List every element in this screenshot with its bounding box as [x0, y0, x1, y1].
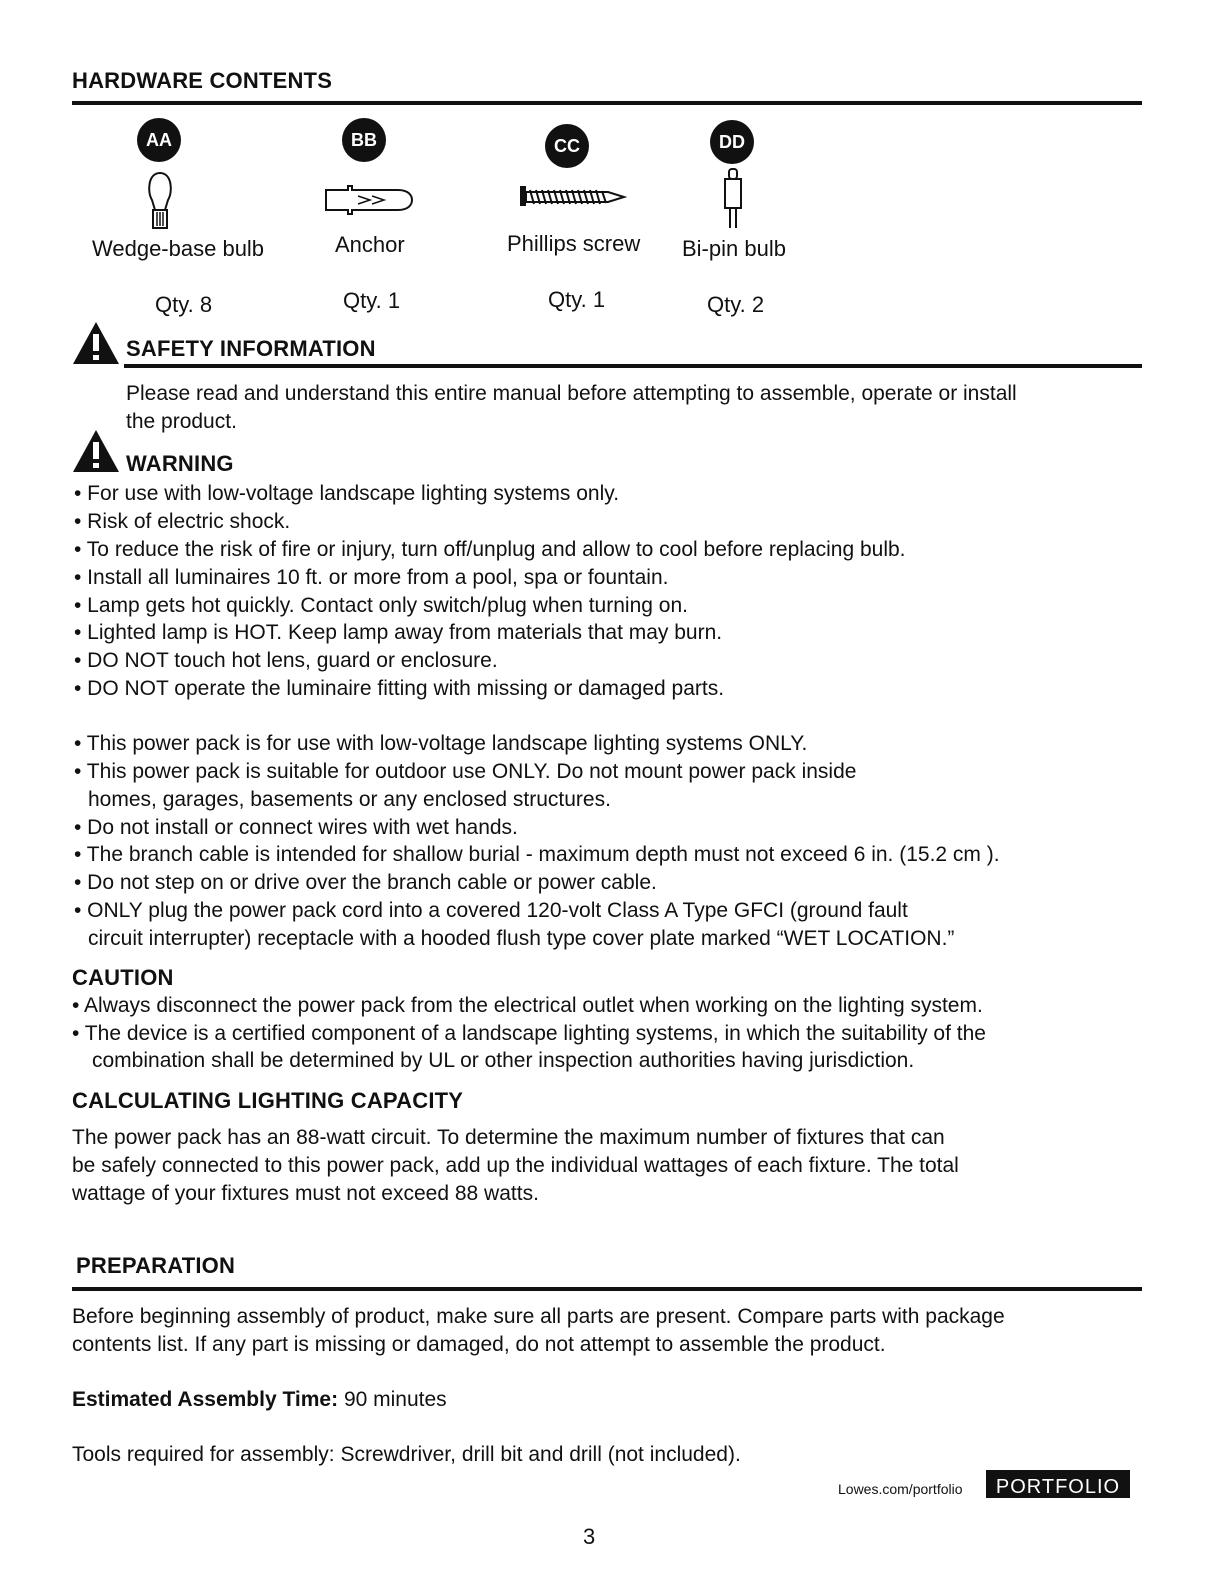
caution-bullet: • Always disconnect the power pack from the electrical outlet when working on the lighting system.: [72, 994, 983, 1017]
power-pack-bullet: • This power pack is suitable for outdoor use ONLY. Do not mount power pack inside: [74, 760, 857, 783]
preparation-line-1: Before beginning assembly of product, make sure all parts are present. Compare parts with package: [72, 1305, 1005, 1328]
capacity-heading: CALCULATING LIGHTING CAPACITY: [72, 1088, 464, 1113]
tools-required: Tools required for assembly: Screwdriver, drill bit and drill (not included).: [72, 1443, 741, 1466]
capacity-line-1: The power pack has an 88-watt circuit. To determine the maximum number of fixtures that can: [72, 1126, 945, 1149]
page-number: 3: [583, 1524, 596, 1549]
warning-bullet: • To reduce the risk of fire or injury, turn off/unplug and allow to cool before replacing bulb.: [74, 538, 906, 561]
hardware-rule: [72, 101, 1142, 105]
item-qty-aa: Qty. 8: [155, 292, 213, 317]
assembly-time: [72, 1386, 447, 1414]
badge-bb: BB: [342, 118, 386, 162]
badge-aa: AA: [137, 118, 181, 162]
item-qty-cc: Qty. 1: [548, 287, 606, 312]
screw-icon: [518, 184, 628, 210]
power-pack-bullet: • The branch cable is intended for shallow burial - maximum depth must not exceed 6 in. (15.2 cm ).: [74, 843, 1000, 866]
item-name-dd: Bi-pin bulb: [682, 236, 786, 261]
safety-alert-icon: [71, 320, 121, 366]
capacity-line-2: be safely connected to this power pack, add up the individual wattages of each fixture. The total: [72, 1154, 959, 1177]
item-qty-bb: Qty. 1: [343, 288, 401, 313]
power-pack-bullet-cont: homes, garages, basements or any enclosed structures.: [88, 788, 611, 811]
caution-heading: CAUTION: [72, 965, 174, 990]
safety-intro-line-1: Please read and understand this entire manual before attempting to assemble, operate or install: [126, 382, 1017, 405]
preparation-rule: [72, 1287, 1142, 1291]
hardware-heading: HARDWARE CONTENTS: [72, 68, 333, 93]
anchor-icon: [322, 184, 414, 216]
item-name-bb: Anchor: [335, 232, 405, 257]
badge-cc: CC: [545, 124, 589, 168]
power-pack-bullet: • This power pack is for use with low-voltage landscape lighting systems ONLY.: [74, 732, 808, 755]
assembly-time-value: 90 minutes: [338, 1388, 447, 1411]
safety-rule: [124, 364, 1142, 368]
portfolio-logo: PORTFOLIO: [986, 1470, 1130, 1498]
footer-url: Lowes.com/portfolio: [838, 1481, 963, 1497]
wedge-base-bulb-icon: [145, 170, 175, 232]
warning-bullet: • Lamp gets hot quickly. Contact only switch/plug when turning on.: [74, 594, 688, 617]
safety-intro-line-2: the product.: [126, 410, 237, 433]
capacity-line-3: wattage of your fixtures must not exceed 88 watts.: [72, 1182, 539, 1205]
safety-heading: SAFETY INFORMATION: [126, 336, 376, 361]
item-qty-dd: Qty. 2: [707, 292, 765, 317]
warning-bullet: • Lighted lamp is HOT. Keep lamp away from materials that may burn.: [74, 621, 723, 644]
warning-alert-icon: [71, 428, 121, 474]
warning-bullet: • Install all luminaires 10 ft. or more from a pool, spa or fountain.: [74, 566, 669, 589]
warning-bullet: • DO NOT operate the luminaire fitting with missing or damaged parts.: [74, 677, 725, 700]
power-pack-bullet: • ONLY plug the power pack cord into a covered 120-volt Class A Type GFCI (ground fault: [74, 899, 908, 922]
warning-bullet: • For use with low-voltage landscape lighting systems only.: [74, 482, 620, 505]
caution-bullet-cont: combination shall be determined by UL or other inspection authorities having jurisdiction.: [92, 1049, 915, 1072]
power-pack-bullet-cont: circuit interrupter) receptacle with a hooded flush type cover plate marked “WET LOCATION.”: [88, 927, 955, 950]
power-pack-bullet: • Do not step on or drive over the branch cable or power cable.: [74, 871, 657, 894]
warning-heading: WARNING: [126, 451, 234, 476]
preparation-heading: PREPARATION: [76, 1253, 236, 1278]
caution-bullet: • The device is a certified component of a landscape lighting systems, in which the suitability of the: [72, 1022, 986, 1045]
warning-bullet: • DO NOT touch hot lens, guard or enclosure.: [74, 649, 498, 672]
item-name-cc: Phillips screw: [507, 231, 641, 256]
power-pack-bullet: • Do not install or connect wires with wet hands.: [74, 816, 518, 839]
bi-pin-bulb-icon: [720, 166, 746, 232]
badge-dd: DD: [710, 120, 754, 164]
assembly-time-label: Estimated Assembly Time:: [72, 1388, 339, 1411]
preparation-line-2: contents list. If any part is missing or damaged, do not attempt to assemble the product.: [72, 1333, 886, 1356]
item-name-aa: Wedge-base bulb: [92, 236, 265, 261]
warning-bullet: • Risk of electric shock.: [74, 510, 291, 533]
